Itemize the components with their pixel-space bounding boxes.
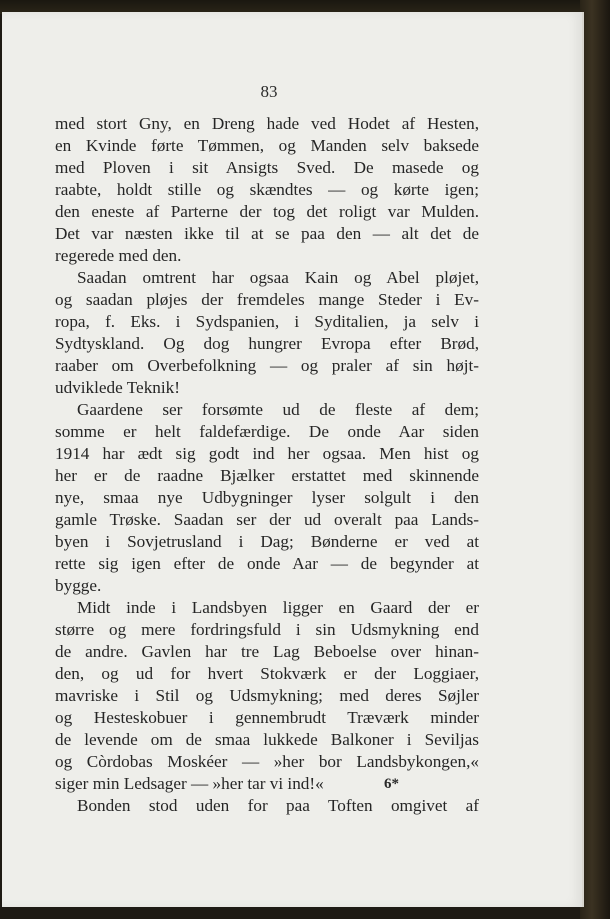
text-line: med Ploven i sit Ansigts Sved. De masede og: [55, 158, 479, 177]
text-line: regerede med den.: [55, 246, 182, 265]
text-line: med stort Gny, en Dreng hade ved Hodet af Hesten,: [55, 114, 479, 133]
text-line: de levende om de smaa lukkede Balkoner i Seviljas: [55, 730, 479, 749]
text-line: byen i Sovjetrusland i Dag; Bønderne er ved at: [55, 532, 479, 551]
text-line: gamle Trøske. Saadan ser der ud overalt paa Lands-: [55, 510, 479, 529]
signature-mark: 6*: [384, 776, 399, 792]
text-line: raaber om Overbefolkning — og praler af sin højt-: [55, 356, 479, 375]
text-line: Gaardene ser forsømte ud de fleste af dem;: [77, 400, 479, 419]
page-number: 83: [260, 82, 278, 101]
text-line: raabte, holdt stille og skændtes — og kørte igen;: [55, 180, 479, 199]
text-line: den eneste af Parterne der tog det roligt var Mulden.: [55, 202, 479, 221]
text-line: og Còrdobas Moskéer — »her bor Landsbykongen,«: [55, 752, 479, 771]
text-line: Bonden stod uden for paa Toften omgivet af: [77, 796, 479, 815]
text-line: Saadan omtrent har ogsaa Kain og Abel pløjet,: [77, 268, 479, 287]
text-line: og Hesteskobuer i gennembrudt Træværk minder: [55, 708, 479, 727]
text-line: større og mere fordringsfuld i sin Udsmykning end: [55, 620, 479, 639]
text-line: og saadan pløjes der fremdeles mange Steder i Ev-: [55, 290, 479, 309]
text-line: 1914 har ædt sig godt ind her ogsaa. Men hist og: [55, 444, 479, 463]
text-line: de andre. Gavlen har tre Lag Beboelse over hinan-: [55, 642, 479, 661]
book-binding-edge: [580, 0, 610, 919]
text-line: mavriske i Stil og Udsmykning; med deres Søjler: [55, 686, 479, 705]
text-line: Midt inde i Landsbyen ligger en Gaard der er: [77, 598, 479, 617]
text-line: Det var næsten ikke til at se paa den — alt det de: [55, 224, 479, 243]
book-page: [2, 12, 584, 907]
text-line: nye, smaa nye Udbygninger lyser solgult i den: [55, 488, 479, 507]
text-line: en Kvinde førte Tømmen, og Manden selv baksede: [55, 136, 479, 155]
text-line: siger min Ledsager — »her tar vi ind!«: [55, 774, 324, 793]
text-line: ropa, f. Eks. i Sydspanien, i Syditalien, ja selv i: [55, 312, 479, 331]
text-line: den, og ud for hvert Stokværk er der Loggiaer,: [55, 664, 479, 683]
body-text: [55, 113, 479, 817]
text-line: bygge.: [55, 576, 102, 595]
text-line: somme er helt faldefærdige. De onde Aar siden: [55, 422, 479, 441]
text-line: udviklede Teknik!: [55, 378, 180, 397]
text-line: rette sig igen efter de onde Aar — de begynder at: [55, 554, 479, 573]
text-line: Sydtyskland. Og dog hungrer Evropa efter Brød,: [55, 334, 479, 353]
text-line: her er de raadne Bjælker erstattet med skinnende: [55, 466, 479, 485]
